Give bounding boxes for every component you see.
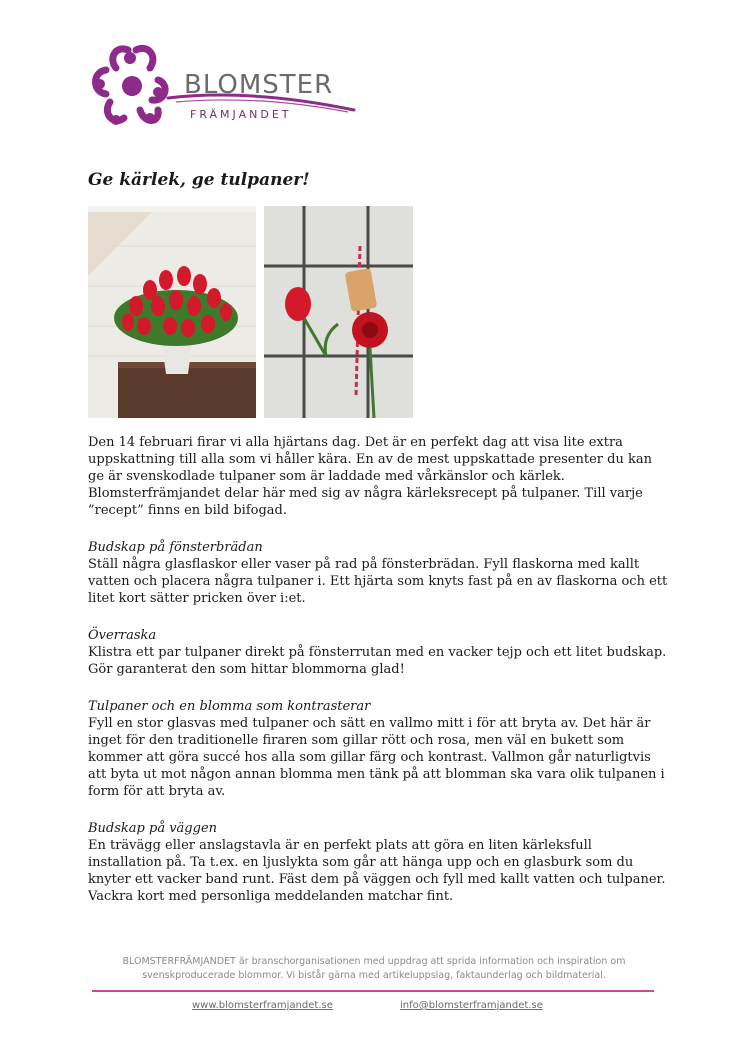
website-link[interactable]: www.blomsterframjandet.se	[192, 1000, 333, 1011]
section-heading: Budskap på fönsterbrädan	[88, 540, 263, 555]
footer-description: BLOMSTERFRÄMJANDET är branschorganisationen med uppdrag att sprida information och inspiration om svenskproducerade blommor. Vi bistår gärna med artikeluppslag, faktaunderlag och bildmaterial.	[122, 956, 626, 981]
section-heading: Budskap på väggen	[88, 821, 218, 836]
article-title: Ge kärlek, ge tulpaner!	[88, 170, 310, 190]
tulip-bouquet-photo	[88, 206, 256, 418]
footer-divider	[92, 990, 654, 992]
article-body	[88, 434, 668, 905]
section-text: Fyll en stor glasvas med tulpaner och sätt en vallmo mitt i för att bryta av. Det här är inget för den traditionelle firaren som gillar rött och rosa, men väl en bukett som kommer att göra succé hos alla som gillar färg och kontrast. Vallmon går naturligtvis att byta ut mot någon annan blomma men tänk på att blomman ska vara olik tulpanen i form för att bryta av.	[88, 716, 665, 799]
window-tulips-photo	[264, 206, 413, 418]
email-link[interactable]: info@blomsterframjandet.se	[400, 1000, 543, 1011]
logo-subtitle: FRÄMJANDET	[190, 108, 292, 121]
logo-word: BLOMSTER	[184, 70, 334, 100]
section-text: Ställ några glasflaskor eller vaser på rad på fönsterbrädan. Fyll flaskorna med kallt vatten och placera några tulpaner i. Ett hjärta som knyts fast på en av flaskorna och ett litet kort sätter pricken över i:et.	[88, 557, 668, 606]
section-text: Klistra ett par tulpaner direkt på fönsterrutan med en vacker tejp och ett litet budskap. Gör garanterat den som hittar blommorna glad!	[88, 645, 667, 677]
section-text: En trävägg eller anslagstavla är en perfekt plats att göra en liten kärleksfull installation på. Ta t.ex. en ljuslykta som går att hänga upp och en glasburk som du knyter ett vacker band runt. Fäst dem på väggen och fyll med kallt vatten och tulpaner. Vackra kort med personliga meddelanden matchar fint.	[88, 838, 666, 904]
section-heading: Tulpaner och en blomma som kontrasterar	[88, 699, 371, 714]
intro-paragraph: Den 14 februari firar vi alla hjärtans dag. Det är en perfekt dag att visa lite extra uppskattning till alla som vi håller kära. En av de mest uppskattade presenter du kan ge är svenskodlade tulpaner som är laddade med vårkänslor och kärlek. Blomsterfrämjandet delar här med sig av några kärleksrecept på tulpaner. Till varje ”recept” finns en bild bifogad.	[88, 435, 652, 518]
section-heading: Överraska	[88, 628, 157, 643]
